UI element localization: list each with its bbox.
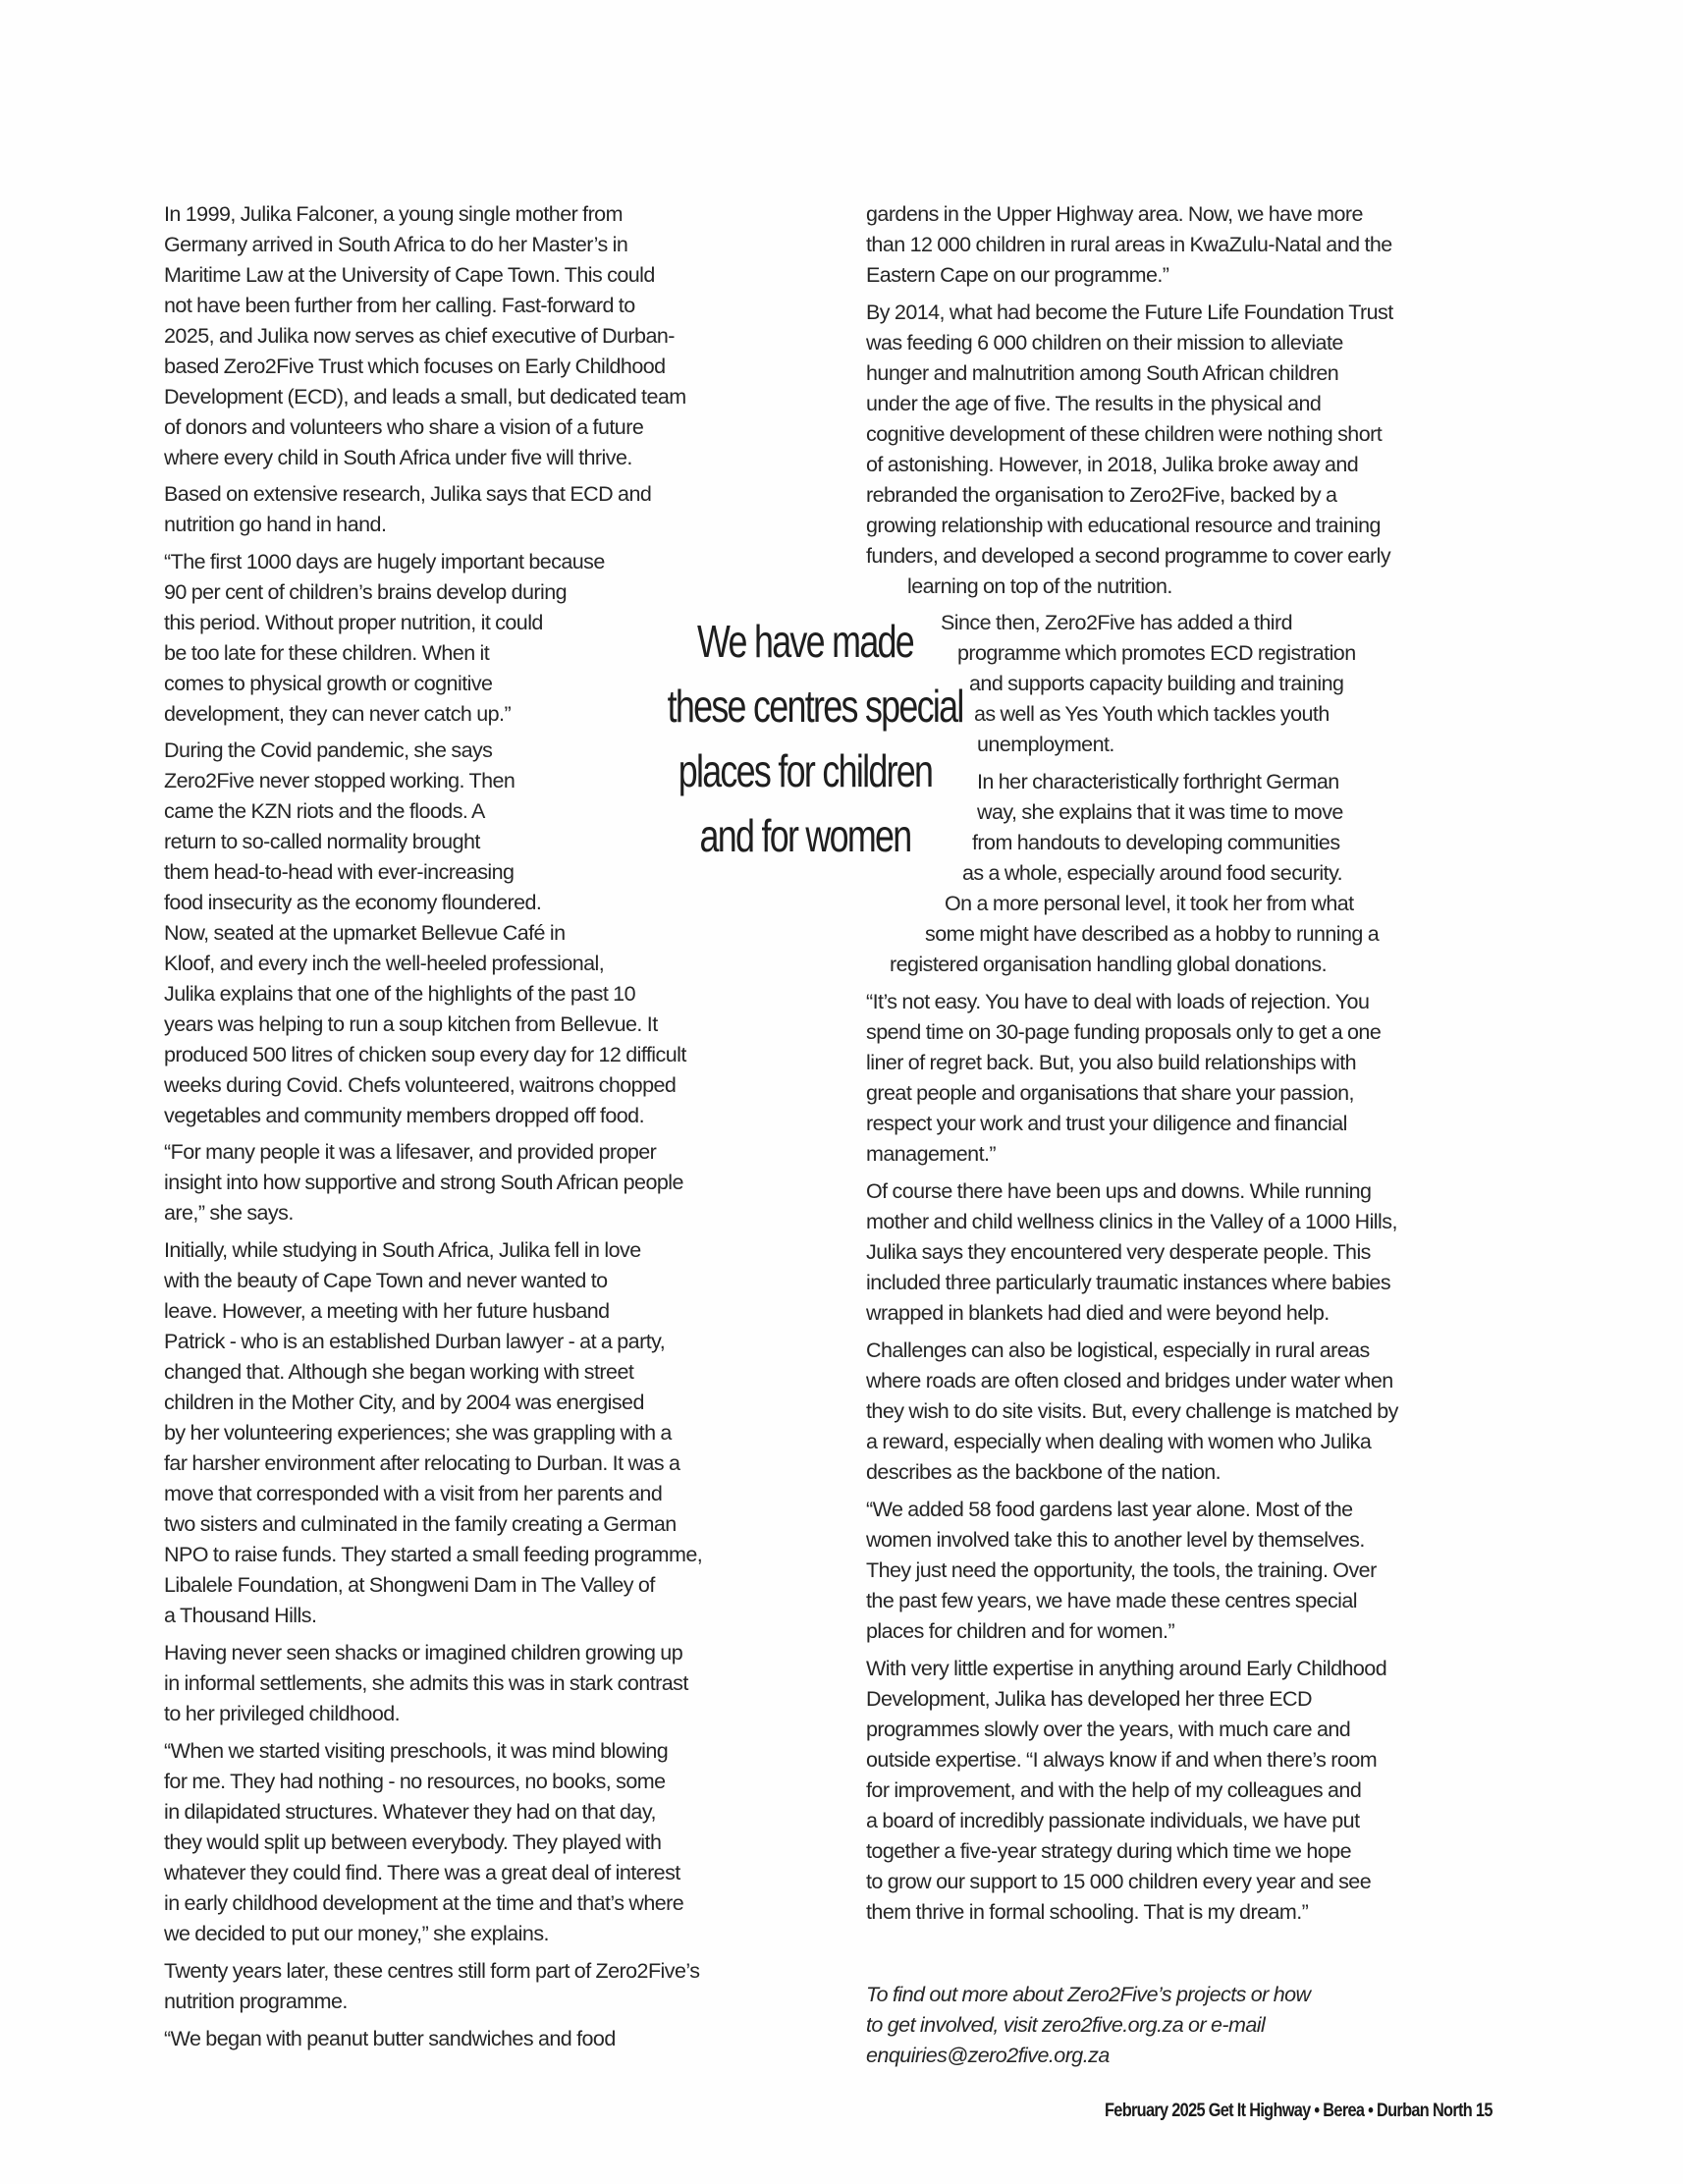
article-text-line: Libalele Foundation, at Shongweni Dam in The Valley of: [164, 1573, 655, 1597]
article-text-line: children in the Mother City, and by 2004 was energised: [164, 1391, 644, 1414]
article-text-line: programmes slowly over the years, with much care and: [866, 1718, 1351, 1741]
cta-line: To find out more about Zero2Five’s projects or how: [866, 1983, 1311, 2006]
article-text-line: a board of incredibly passionate individuals, we have put: [866, 1809, 1360, 1832]
article-text-line: NPO to raise funds. They started a small feeding programme,: [164, 1543, 703, 1566]
article-text-line: far harsher environment after relocating to Durban. It was a: [164, 1451, 680, 1475]
article-text-line: from handouts to developing communities: [972, 831, 1340, 854]
pull-quote: [628, 609, 982, 868]
article-text-line: together a five-year strategy during which time we hope: [866, 1839, 1351, 1863]
article-text-line: programme which promotes ECD registration: [957, 641, 1356, 665]
article-text-line: a reward, especially when dealing with women who Julika: [866, 1430, 1372, 1453]
pull-quote-line: We have made: [696, 616, 914, 667]
article-text-line: Twenty years later, these centres still form part of Zero2Five’s: [164, 1959, 700, 1983]
article-text-line: weeks during Covid. Chefs volunteered, waitrons chopped: [164, 1073, 677, 1097]
article-text-line: Now, seated at the upmarket Bellevue Café in: [164, 921, 566, 945]
article-text-line: leave. However, a meeting with her future husband: [164, 1299, 610, 1323]
article-text-line: in informal settlements, she admits this was in stark contrast: [164, 1671, 688, 1695]
article-text-line: where roads are often closed and bridges under water when: [866, 1369, 1393, 1392]
article-text-line: Zero2Five never stopped working. Then: [164, 769, 516, 792]
article-text-line: way, she explains that it was time to move: [977, 800, 1343, 824]
article-text-line: nutrition go hand in hand.: [164, 513, 387, 536]
article-text-line: of astonishing. However, in 2018, Julika broke away and: [866, 453, 1359, 476]
article-text-line: Since then, Zero2Five has added a third: [941, 611, 1293, 634]
article-text-line: we decided to put our money,” she explains.: [164, 1922, 549, 1945]
article-text-line: “We began with peanut butter sandwiches and food: [164, 2027, 616, 2050]
article-text-line: learning on top of the nutrition.: [907, 574, 1172, 598]
article-text-line: hunger and malnutrition among South African children: [866, 361, 1339, 385]
article-text-line: “The first 1000 days are hugely important because: [164, 550, 605, 573]
article-text-line: for me. They had nothing - no resources, no books, some: [164, 1770, 666, 1793]
article-text-line: funders, and developed a second programme to cover early: [866, 544, 1391, 568]
article-text-line: as well as Yes Youth which tackles youth: [974, 702, 1330, 726]
article-text-line: outside expertise. “I always know if and when there’s room: [866, 1748, 1378, 1772]
article-text-line: Patrick - who is an established Durban lawyer - at a party,: [164, 1330, 666, 1353]
cta-line: enquiries@zero2five.org.za: [866, 2044, 1110, 2067]
article-text-line: respect your work and trust your diligence and financial: [866, 1112, 1347, 1135]
article-text-line: “It’s not easy. You have to deal with loads of rejection. You: [866, 990, 1370, 1013]
article-text-line: they would split up between everybody. They played with: [164, 1830, 662, 1854]
article-text-line: by her volunteering experiences; she was grappling with a: [164, 1421, 672, 1445]
article-text-line: cognitive development of these children were nothing short: [866, 422, 1383, 446]
article-text-line: they wish to do site visits. But, every challenge is matched by: [866, 1399, 1398, 1423]
article-text-line: a Thousand Hills.: [164, 1604, 317, 1627]
article-text-line: Having never seen shacks or imagined children growing up: [164, 1641, 683, 1665]
article-text-line: wrapped in blankets had died and were beyond help.: [866, 1301, 1330, 1325]
cta-line: to get involved, visit zero2five.org.za or e-mail: [866, 2013, 1266, 2037]
article-text-line: management.”: [866, 1142, 997, 1166]
article-text-line: women involved take this to another level by themselves.: [866, 1528, 1365, 1552]
article-text-line: In her characteristically forthright German: [977, 770, 1339, 793]
article-text-line: them thrive in formal schooling. That is my dream.”: [866, 1900, 1309, 1924]
article-text-line: where every child in South Africa under five will thrive.: [164, 446, 632, 469]
article-text-line: two sisters and culminated in the family creating a German: [164, 1512, 677, 1536]
article-text-line: insight into how supportive and strong South African people: [164, 1171, 683, 1194]
article-text-line: During the Covid pandemic, she says: [164, 738, 493, 762]
article-text-line: with the beauty of Cape Town and never wanted to: [164, 1269, 608, 1292]
article-text-line: to her privileged childhood.: [164, 1702, 401, 1725]
article-text-line: By 2014, what had become the Future Life Foundation Trust: [866, 300, 1393, 324]
pull-quote-line: and for women: [699, 810, 911, 861]
article-text-line: “We added 58 food gardens last year alone. Most of the: [866, 1498, 1353, 1521]
article-text-line: 2025, and Julika now serves as chief executive of Durban-: [164, 324, 675, 348]
article-text-line: Development, Julika has developed her three ECD: [866, 1687, 1312, 1711]
article-text-line: Challenges can also be logistical, especially in rural areas: [866, 1338, 1370, 1362]
article-text-line: rebranded the organisation to Zero2Five, backed by a: [866, 483, 1337, 507]
article-text-line: return to so-called normality brought: [164, 830, 480, 853]
article-text-line: nutrition programme.: [164, 1990, 348, 2013]
article-text-line: describes as the backbone of the nation.: [866, 1460, 1222, 1484]
article-text-line: With very little expertise in anything around Early Childhood: [866, 1657, 1387, 1680]
pull-quote-line: places for children: [678, 745, 933, 796]
article-text-line: move that corresponded with a visit from her parents and: [164, 1482, 663, 1505]
article-text-line: liner of regret back. But, you also build relationships with: [866, 1051, 1357, 1074]
article-text-line: Julika explains that one of the highlights of the past 10: [164, 982, 635, 1006]
article-text-line: under the age of five. The results in the physical and: [866, 392, 1322, 415]
article-text-line: as a whole, especially around food security.: [962, 861, 1343, 885]
article-text-line: Of course there have been ups and downs. While running: [866, 1179, 1372, 1203]
article-text-line: Maritime Law at the University of Cape Town. This could: [164, 263, 655, 287]
article-text-line: spend time on 30-page funding proposals only to get a one: [866, 1020, 1382, 1044]
article-text-line: came the KZN riots and the floods. A: [164, 799, 485, 823]
page-footer: February 2025 Get It Highway • Berea • Durban North 15: [1105, 2101, 1493, 2121]
article-text-line: On a more personal level, it took her from what: [945, 892, 1354, 915]
article-text-line: vegetables and community members dropped off food.: [164, 1104, 644, 1127]
pull-quote-line: these centres special: [667, 681, 963, 732]
article-text-line: Julika says they encountered very desperate people. This: [866, 1240, 1371, 1264]
article-text-line: registered organisation handling global donations.: [890, 953, 1328, 976]
article-text-line: Based on extensive research, Julika says that ECD and: [164, 482, 652, 506]
article-text-line: included three particularly traumatic instances where babies: [866, 1271, 1391, 1294]
article-text-line: Germany arrived in South Africa to do her Master’s in: [164, 233, 628, 256]
article-text-line: comes to physical growth or cognitive: [164, 672, 493, 695]
article-text-line: development, they can never catch up.”: [164, 702, 512, 726]
article-text-line: “For many people it was a lifesaver, and provided proper: [164, 1140, 657, 1164]
article-text-line: Kloof, and every inch the well-heeled professional,: [164, 952, 605, 975]
article-text-line: in dilapidated structures. Whatever they had on that day,: [164, 1800, 656, 1824]
article-text-line: produced 500 litres of chicken soup every day for 12 difficult: [164, 1043, 686, 1066]
article-text-line: than 12 000 children in rural areas in KwaZulu-Natal and the: [866, 233, 1392, 256]
article-text-line: of donors and volunteers who share a vision of a future: [164, 415, 644, 439]
article-text-line: be too late for these children. When it: [164, 641, 490, 665]
article-text-line: in early childhood development at the time and that’s where: [164, 1891, 684, 1915]
article-text-line: unemployment.: [977, 733, 1114, 756]
article-text-line: great people and organisations that share your passion,: [866, 1081, 1354, 1105]
article-text-line: the past few years, we have made these centres special: [866, 1589, 1358, 1612]
article-text-line: based Zero2Five Trust which focuses on Early Childhood: [164, 355, 666, 378]
article-text-line: Initially, while studying in South Africa, Julika fell in love: [164, 1238, 641, 1262]
article-text-line: food insecurity as the economy floundered.: [164, 891, 542, 914]
article-text-line: Eastern Cape on our programme.”: [866, 263, 1169, 287]
article-text-line: not have been further from her calling. Fast-forward to: [164, 294, 635, 317]
article-text-line: places for children and for women.”: [866, 1619, 1175, 1643]
article-text-line: mother and child wellness clinics in the Valley of a 1000 Hills,: [866, 1210, 1397, 1233]
article-text-line: growing relationship with educational resource and training: [866, 514, 1381, 537]
article-text-line: Development (ECD), and leads a small, but dedicated team: [164, 385, 686, 409]
article-text-line: to grow our support to 15 000 children every year and see: [866, 1870, 1372, 1893]
article-text-line: gardens in the Upper Highway area. Now, we have more: [866, 202, 1363, 226]
article-text-line: 90 per cent of children’s brains develop during: [164, 580, 568, 604]
article-text-line: was feeding 6 000 children on their mission to alleviate: [866, 331, 1343, 355]
article-text-line: In 1999, Julika Falconer, a young single mother from: [164, 202, 623, 226]
article-text-line: are,” she says.: [164, 1201, 294, 1225]
article-text-line: whatever they could find. There was a great deal of interest: [164, 1861, 680, 1884]
article-text-line: for improvement, and with the help of my colleagues and: [866, 1778, 1362, 1802]
article-text-line: “When we started visiting preschools, it was mind blowing: [164, 1739, 669, 1763]
article-text-line: this period. Without proper nutrition, it could: [164, 611, 543, 634]
article-text-line: They just need the opportunity, the tools, the training. Over: [866, 1558, 1377, 1582]
article-text-line: years was helping to run a soup kitchen from Bellevue. It: [164, 1012, 658, 1036]
article-text-line: changed that. Although she began working with street: [164, 1360, 634, 1384]
article-text-line: some might have described as a hobby to running a: [925, 922, 1380, 946]
article-text-line: them head-to-head with ever-increasing: [164, 860, 515, 884]
article-text-line: and supports capacity building and training: [969, 672, 1344, 695]
